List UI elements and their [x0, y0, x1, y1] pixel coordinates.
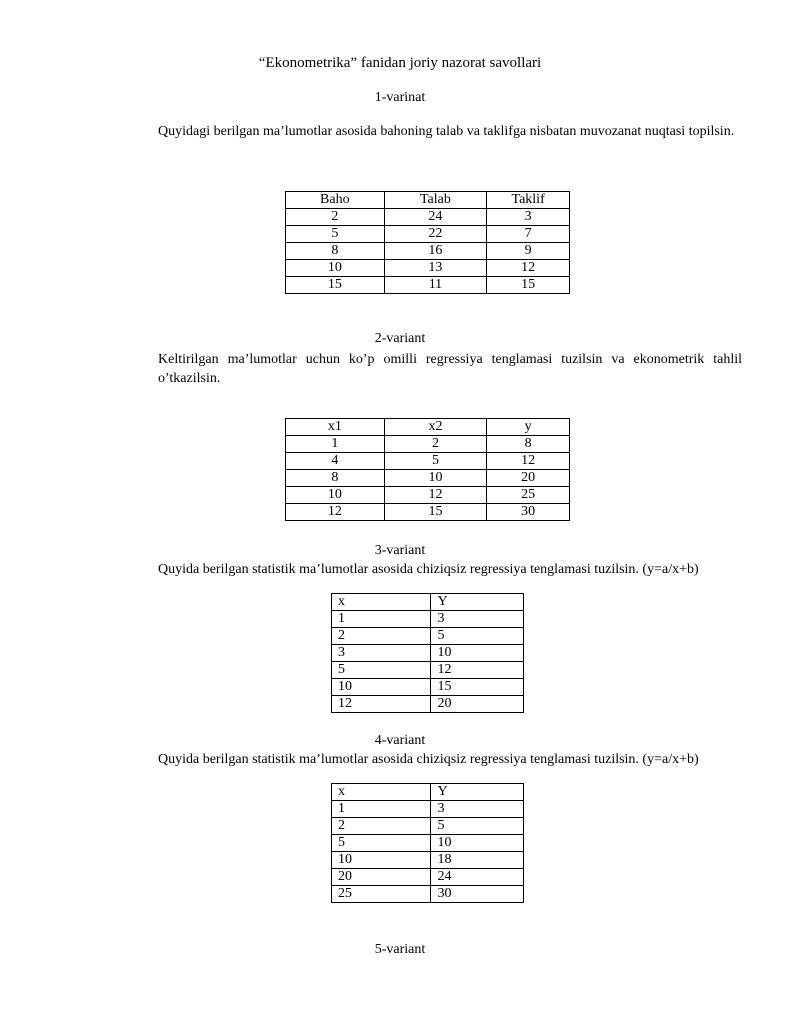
table-row: [286, 504, 570, 521]
table-cell: 24: [384, 209, 487, 226]
table-row: [332, 852, 524, 869]
table-cell: 15: [286, 277, 385, 294]
table-cell: 20: [487, 470, 570, 487]
table-cell: 5: [431, 818, 524, 835]
table-row: [332, 835, 524, 852]
table-row: [286, 209, 570, 226]
table-row: [332, 645, 524, 662]
table-cell: 15: [487, 277, 570, 294]
table-cell: 24: [431, 869, 524, 886]
table-header-row: [332, 594, 524, 611]
table-row: [286, 470, 570, 487]
table-cell: 25: [332, 886, 431, 903]
table-cell: 3: [487, 209, 570, 226]
table-cell: 12: [332, 696, 431, 713]
table-header-row: [332, 784, 524, 801]
table-row: [332, 662, 524, 679]
table-cell: 10: [332, 679, 431, 696]
table-row: [332, 801, 524, 818]
table-cell: 10: [384, 470, 487, 487]
table-row: [332, 869, 524, 886]
table-row: [332, 611, 524, 628]
table-cell: 30: [431, 886, 524, 903]
table-header-cell: y: [487, 419, 570, 436]
variant-2-text: Keltirilgan ma’lumotlar uchun ko’p omilli regressiya tenglamasi tuzilsin va ekonometrik tahlil o’tkazilsin.: [158, 352, 742, 386]
table-row: [332, 696, 524, 713]
table-row: [286, 277, 570, 294]
table-cell: 15: [384, 504, 487, 521]
table-cell: 5: [431, 628, 524, 645]
variant-1-text: Quyidagi berilgan ma’lumotlar asosida bahoning talab va taklifga nisbatan muvozanat nuqtasi topilsin.: [158, 124, 735, 139]
table-cell: 3: [431, 611, 524, 628]
variant-2-table: [285, 418, 570, 521]
table-row: [286, 226, 570, 243]
table-cell: 13: [384, 260, 487, 277]
table-row: [332, 818, 524, 835]
table-header-cell: Talab: [384, 192, 487, 209]
variant-4-table: [331, 783, 524, 903]
table-cell: 4: [286, 453, 385, 470]
table-row: [286, 487, 570, 504]
table-cell: 12: [431, 662, 524, 679]
table-cell: 2: [332, 818, 431, 835]
table-cell: 20: [332, 869, 431, 886]
table-cell: 11: [384, 277, 487, 294]
variant-2-heading: 2-variant: [374, 331, 426, 346]
table-row: [286, 436, 570, 453]
table-cell: 12: [384, 487, 487, 504]
table-header-cell: Y: [431, 784, 524, 801]
table-header-row: [286, 192, 570, 209]
variant-4-heading: 4-variant: [374, 733, 426, 748]
table-row: [286, 453, 570, 470]
table-row: [332, 679, 524, 696]
table-cell: 2: [384, 436, 487, 453]
table-cell: 10: [286, 487, 385, 504]
variant-1-heading: 1-varinat: [374, 90, 426, 105]
table-cell: 10: [431, 645, 524, 662]
table-cell: 16: [384, 243, 487, 260]
table-cell: 5: [384, 453, 487, 470]
table-cell: 1: [332, 801, 431, 818]
table-header-cell: Y: [431, 594, 524, 611]
table-cell: 5: [332, 835, 431, 852]
table-cell: 7: [487, 226, 570, 243]
table-cell: 8: [487, 436, 570, 453]
table-row: [332, 628, 524, 645]
variant-5-heading: 5-variant: [374, 942, 426, 957]
table-cell: 10: [332, 852, 431, 869]
table-header-row: [286, 419, 570, 436]
table-cell: 10: [431, 835, 524, 852]
table-cell: 12: [487, 260, 570, 277]
table-cell: 1: [286, 436, 385, 453]
table-cell: 12: [487, 453, 570, 470]
table-cell: 9: [487, 243, 570, 260]
table-header-cell: x: [332, 594, 431, 611]
variant-3-table: [331, 593, 524, 713]
table-cell: 3: [332, 645, 431, 662]
table-cell: 12: [286, 504, 385, 521]
table-header-cell: Baho: [286, 192, 385, 209]
table-header-cell: x2: [384, 419, 487, 436]
table-row: [286, 243, 570, 260]
table-cell: 8: [286, 243, 385, 260]
table-cell: 15: [431, 679, 524, 696]
table-cell: 30: [487, 504, 570, 521]
table-cell: 10: [286, 260, 385, 277]
table-cell: 2: [286, 209, 385, 226]
table-cell: 2: [332, 628, 431, 645]
table-row: [286, 260, 570, 277]
page-title: “Ekonometrika” fanidan joriy nazorat savollari: [258, 55, 542, 71]
table-cell: 20: [431, 696, 524, 713]
variant-3-heading: 3-variant: [374, 543, 426, 558]
table-cell: 3: [431, 801, 524, 818]
table-cell: 5: [332, 662, 431, 679]
table-cell: 22: [384, 226, 487, 243]
table-header-cell: x: [332, 784, 431, 801]
variant-3-text: Quyida berilgan statistik ma’lumotlar asosida chiziqsiz regressiya tenglamasi tuzilsin. (y=a/x+b): [158, 562, 699, 577]
table-header-cell: x1: [286, 419, 385, 436]
table-cell: 18: [431, 852, 524, 869]
variant-1-table: [285, 191, 570, 294]
table-header-cell: Taklif: [487, 192, 570, 209]
variant-4-text: Quyida berilgan statistik ma’lumotlar asosida chiziqsiz regressiya tenglamasi tuzilsin. (y=a/x+b): [158, 752, 699, 767]
table-cell: 25: [487, 487, 570, 504]
table-cell: 5: [286, 226, 385, 243]
table-row: [332, 886, 524, 903]
table-cell: 8: [286, 470, 385, 487]
table-cell: 1: [332, 611, 431, 628]
